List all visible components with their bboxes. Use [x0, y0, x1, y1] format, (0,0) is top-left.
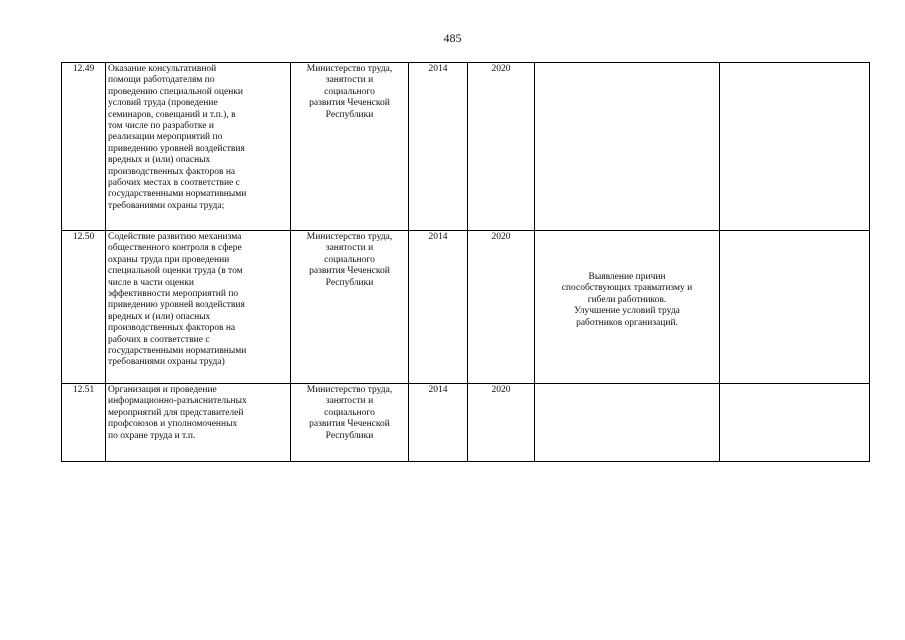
expected-result-line: способствующих травматизму и: [561, 283, 693, 294]
measure-name-line: производственных факторов на: [108, 323, 236, 334]
note: [720, 384, 870, 462]
measure-name-line: вредных и (или) опасных: [108, 155, 211, 166]
measure-name-line: требованиями охраны труда): [108, 357, 225, 368]
measure-name-line: Оказание консультативной: [108, 64, 217, 74]
executor-line: развития Чеченской: [309, 266, 390, 277]
item-number: 12.51: [62, 384, 106, 462]
item-number: 12.50: [62, 231, 106, 384]
executor-line: Министерство труда,: [306, 64, 393, 74]
measure-name-line: специальной оценки труда (в том: [108, 266, 243, 277]
measure-name-line: Содействие развитию механизма: [108, 232, 242, 242]
measure-name-line: требованиями охраны труда;: [108, 200, 225, 211]
expected-result-line: Улучшение условий труда: [574, 306, 680, 317]
note: [720, 231, 870, 384]
start-year: 2014: [409, 63, 468, 231]
executor-line: занятости и: [325, 396, 374, 407]
measure-name-line: эффективности мероприятий по: [108, 289, 239, 300]
executor-line: Министерство труда,: [306, 232, 393, 242]
measure-name-line: проведению специальной оценки: [108, 86, 243, 97]
measure-name-line: приведению уровней воздействия: [108, 143, 245, 154]
measure-name-line: информационно-разъяснительных: [108, 396, 247, 407]
start-year: 2014: [409, 384, 468, 462]
expected-result: [535, 384, 720, 462]
measure-name-line: охраны труда при проведении: [108, 254, 230, 265]
measure-name: [106, 384, 291, 462]
start-year: 2014: [409, 231, 468, 384]
measure-name-line: том числе по разработке и: [108, 121, 214, 132]
executor-line: развития Чеченской: [309, 419, 390, 430]
end-year: 2020: [468, 63, 535, 231]
measure-name-line: условий труда (проведение: [108, 98, 218, 109]
executor: [291, 231, 409, 384]
executor-line: Республики: [325, 277, 374, 288]
executor-line: занятости и: [325, 243, 374, 254]
expected-result: [535, 63, 720, 231]
measure-name-line: по охране труда и т.п.: [108, 430, 196, 441]
measure-name-line: производственных факторов на: [108, 166, 236, 177]
measure-name-line: государственными нормативными: [108, 189, 247, 200]
end-year: 2020: [468, 384, 535, 462]
page-number: 485: [443, 31, 462, 45]
measure-name-line: мероприятий для представителей: [108, 407, 244, 418]
expected-result-text: [537, 232, 717, 329]
expected-result-line: Выявление причин: [588, 272, 666, 282]
measure-name-line: реализации мероприятий по: [108, 132, 223, 143]
executor-line: социального: [324, 254, 375, 265]
executor-line: Республики: [325, 109, 374, 120]
executor: [291, 384, 409, 462]
measure-name-line: профсоюзов и уполномоченных: [108, 419, 238, 430]
measure-name: [106, 63, 291, 231]
executor-line: развития Чеченской: [309, 98, 390, 109]
measure-name-line: приведению уровней воздействия: [108, 300, 245, 311]
executor-line: Республики: [325, 430, 374, 441]
measure-name-line: вредных и (или) опасных: [108, 311, 211, 322]
measure-name-line: рабочих в соответствие с: [108, 334, 210, 345]
measure-name: [106, 231, 291, 384]
expected-result-line: гибели работников.: [587, 294, 667, 305]
expected-result: [535, 231, 720, 384]
note: [720, 63, 870, 231]
executor: [291, 63, 409, 231]
table-row: [62, 384, 870, 462]
expected-result-line: работников организаций.: [576, 317, 678, 328]
measure-name-line: Организация и проведение: [108, 385, 217, 395]
measure-name-line: рабочих местах в соответствие с: [108, 178, 240, 189]
measure-name-line: семинаров, совещаний и т.п.), в: [108, 109, 236, 120]
measure-name-line: общественного контроля в сфере: [108, 243, 242, 254]
measure-name-line: числе в части оценки: [108, 277, 194, 288]
item-number: 12.49: [62, 63, 106, 231]
measures-table: [61, 62, 870, 462]
executor-line: социального: [324, 407, 375, 418]
measure-name-line: государственными нормативными: [108, 346, 247, 357]
table-row: [62, 63, 870, 231]
executor-line: социального: [324, 86, 375, 97]
table-row: [62, 231, 870, 384]
executor-line: занятости и: [325, 75, 374, 86]
measure-name-line: помощи работодателям по: [108, 75, 215, 86]
end-year: 2020: [468, 231, 535, 384]
executor-line: Министерство труда,: [306, 385, 393, 395]
